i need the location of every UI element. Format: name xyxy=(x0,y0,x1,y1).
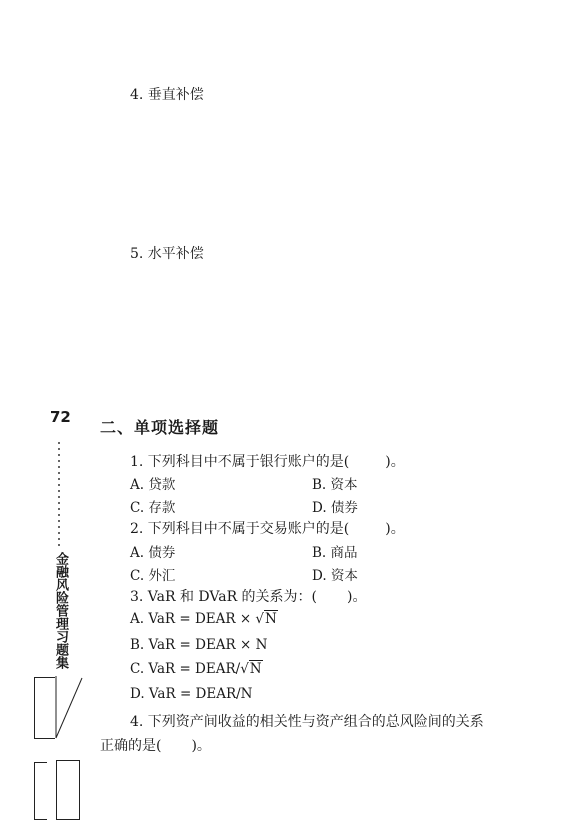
q1-option-d: D. 债券 xyxy=(312,500,358,516)
question-4-stem-line1: 4. 下列资产间收益的相关性与资产组合的总风险间的关系 xyxy=(130,714,484,730)
q1-option-a: A. 贷款 xyxy=(130,477,176,493)
q3-option-c-radicand: N xyxy=(249,661,262,677)
q3-option-c-text: C. VaR = DEAR/√ xyxy=(130,661,249,677)
question-2-stem xyxy=(130,518,405,538)
question-4-text: 正确的是( xyxy=(100,738,162,754)
q3-option-a xyxy=(130,611,278,627)
deco-box-bottom-right xyxy=(56,760,80,820)
dotted-leader xyxy=(58,440,60,550)
question-3-end: )。 xyxy=(347,589,367,605)
question-4-stem-line2 xyxy=(100,735,211,755)
question-1-stem xyxy=(130,451,405,471)
q2-option-c: C. 外汇 xyxy=(130,568,176,584)
item-vertical-compensation: 4. 垂直补偿 xyxy=(130,87,204,103)
question-2-text: 2. 下列科目中不属于交易账户的是( xyxy=(130,521,350,537)
page-number: 72 xyxy=(50,408,71,426)
q2-option-b: B. 商品 xyxy=(312,545,358,561)
book-title: 金融风险管理习题集 xyxy=(53,552,68,669)
deco-slash xyxy=(54,676,84,740)
deco-box-top xyxy=(34,677,55,739)
question-3-text: 3. VaR 和 DVaR 的关系为：( xyxy=(130,589,318,605)
question-3-stem xyxy=(130,586,367,606)
q2-option-a: A. 债券 xyxy=(130,545,176,561)
section-title: 二、单项选择题 xyxy=(100,418,220,437)
q2-option-d: D. 资本 xyxy=(312,568,358,584)
q3-option-a-radicand: N xyxy=(265,611,277,627)
q3-option-b: B. VaR = DEAR × N xyxy=(130,637,268,653)
q1-option-c: C. 存款 xyxy=(130,500,176,516)
question-1-end: )。 xyxy=(385,454,405,470)
q1-option-b: B. 资本 xyxy=(312,477,358,493)
item-horizontal-compensation: 5. 水平补偿 xyxy=(130,246,204,262)
deco-box-bottom xyxy=(34,762,47,820)
question-1-text: 1. 下列科目中不属于银行账户的是( xyxy=(130,454,350,470)
q3-option-a-text: A. VaR = DEAR × √ xyxy=(130,611,265,627)
question-4-end: )。 xyxy=(191,738,211,754)
q3-option-c xyxy=(130,661,263,677)
question-2-end: )。 xyxy=(385,521,405,537)
q3-option-d: D. VaR = DEAR/N xyxy=(130,686,253,702)
